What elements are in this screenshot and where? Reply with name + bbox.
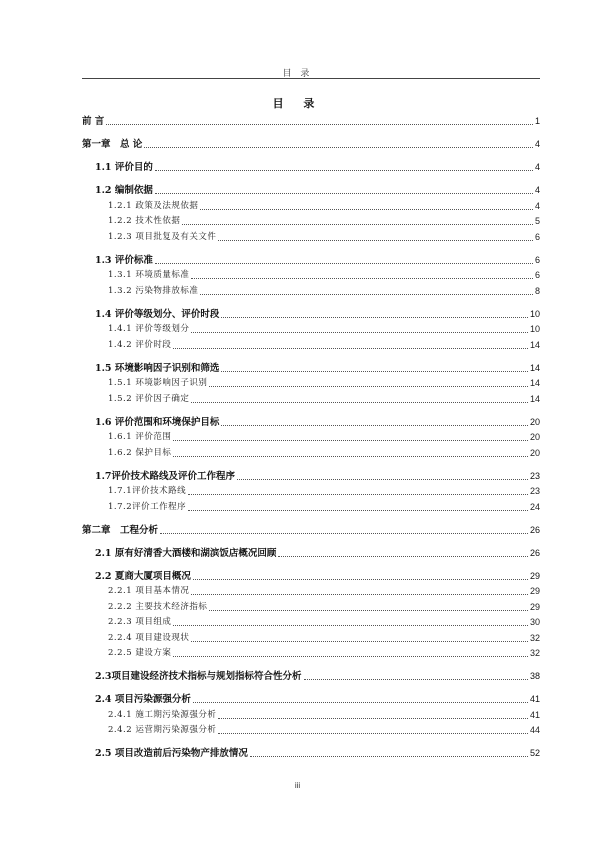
- toc-entry-page: 44: [529, 725, 540, 735]
- toc-entry-label: 1.6.1 评价范围: [108, 432, 172, 442]
- toc-entry-label: 1.2 编制依据: [95, 185, 153, 196]
- dot-leader: [218, 718, 528, 719]
- toc-entry[interactable]: [82, 617, 540, 628]
- toc-entry[interactable]: [82, 286, 540, 297]
- toc-entry[interactable]: [82, 378, 540, 389]
- toc-entry-label: 1.6.2 保护目标: [108, 447, 172, 458]
- dot-leader: [191, 594, 528, 595]
- toc-entry[interactable]: [82, 255, 540, 266]
- toc-entry-label: 1.3.2 污染物排放标准: [108, 285, 199, 296]
- toc-entry[interactable]: [82, 324, 540, 335]
- dot-leader: [218, 240, 533, 241]
- toc-entry-page: 1: [534, 116, 540, 126]
- dot-leader: [155, 263, 533, 264]
- toc-entry[interactable]: [82, 309, 540, 320]
- dot-leader: [250, 756, 528, 757]
- toc-entry-label: 1.3 评价标准: [95, 254, 153, 266]
- toc-entry-label: 2.4.1 施工期污染源强分析: [108, 709, 217, 720]
- toc-entry[interactable]: [82, 486, 540, 497]
- toc-entry-label: 1.7.1评价技术路线: [108, 486, 187, 496]
- toc-entry-label: 2.3项目建设经济技术指标与规划指标符合性分析: [95, 671, 302, 682]
- toc-entry-label: 2.2.2 主要技术经济指标: [108, 601, 208, 612]
- toc-entry-label: 1.4.2 评价时段: [108, 339, 172, 350]
- toc-entry-page: 14: [529, 339, 540, 350]
- toc-entry-page: 32: [529, 648, 540, 658]
- dot-leader: [237, 479, 528, 480]
- dot-leader: [278, 556, 528, 557]
- dot-leader: [209, 610, 528, 611]
- dot-leader: [191, 332, 528, 333]
- dot-leader: [200, 209, 533, 210]
- toc-entry[interactable]: [82, 394, 540, 405]
- dot-leader: [155, 193, 533, 194]
- toc-entry[interactable]: [82, 162, 540, 173]
- toc-entry-label: 1.6 评价范围和环境保护目标: [95, 416, 220, 428]
- toc-entry-label: 1.4.1 评价等级划分: [108, 324, 190, 334]
- running-header: 目 录: [282, 69, 313, 79]
- dot-leader: [144, 147, 533, 148]
- toc-entry-page: 4: [534, 162, 540, 172]
- dot-leader: [209, 386, 528, 387]
- toc-entry[interactable]: [82, 185, 540, 196]
- toc-entry-label: 1.2.2 技术性依据: [108, 216, 181, 226]
- toc-entry-label: 1.7评价技术路线及评价工作程序: [95, 470, 236, 482]
- toc-entry-label: 前 言: [82, 116, 105, 127]
- dot-leader: [193, 702, 528, 703]
- toc-entry-label: 2.2.5 建设方案: [108, 648, 172, 658]
- toc-entry-page: 20: [529, 432, 540, 442]
- toc-entry[interactable]: [82, 525, 540, 536]
- toc-entry[interactable]: [82, 602, 540, 613]
- toc-entry-page: 32: [529, 632, 540, 643]
- toc-entry-page: 6: [534, 254, 540, 265]
- dot-leader: [221, 425, 528, 426]
- toc-entry-label: 1.2.3 项目批复及有关文件: [108, 231, 217, 242]
- toc-entry[interactable]: [82, 571, 540, 582]
- toc-entry[interactable]: [82, 216, 540, 227]
- toc-entry-page: 14: [529, 378, 540, 388]
- toc-entry-page: 4: [534, 185, 540, 195]
- toc-entry[interactable]: [82, 417, 540, 428]
- toc-entry-page: 14: [529, 393, 540, 404]
- dot-leader: [173, 625, 528, 626]
- toc-entry[interactable]: [82, 725, 540, 736]
- toc-entry-page: 23: [529, 470, 540, 481]
- toc-entry[interactable]: [82, 471, 540, 482]
- toc-entry[interactable]: [82, 586, 540, 597]
- toc-entry-page: 38: [529, 671, 540, 681]
- toc-entry[interactable]: [82, 448, 540, 459]
- toc-entry[interactable]: [82, 201, 540, 212]
- toc-entry[interactable]: [82, 270, 540, 281]
- toc-entry-page: 10: [529, 308, 540, 319]
- toc-entry-page: 4: [534, 200, 540, 211]
- toc-entry-label: 第一章 总 论: [82, 139, 143, 150]
- toc-entry[interactable]: [82, 748, 540, 759]
- dot-leader: [106, 124, 533, 125]
- toc-entry-label: 2.1 原有好清香大酒楼和湖滨饭店概况回顾: [95, 547, 277, 559]
- dot-leader: [173, 440, 528, 441]
- toc-title: 目 录: [272, 97, 323, 110]
- toc-entry-page: 20: [529, 447, 540, 458]
- toc-entry-label: 2.4 项目污染源强分析: [95, 694, 191, 705]
- toc-entry-page: 4: [534, 139, 540, 149]
- toc-entry[interactable]: [82, 671, 540, 682]
- toc-entry-label: 1.1 评价目的: [95, 162, 153, 173]
- header-rule: [82, 78, 540, 79]
- toc-entry-label: 1.7.2评价工作程序: [108, 501, 187, 512]
- dot-leader: [221, 317, 528, 318]
- toc-entry-page: 14: [529, 362, 540, 373]
- dot-leader: [173, 656, 528, 657]
- page-number: iii: [294, 781, 301, 790]
- toc-entry[interactable]: [82, 648, 540, 659]
- toc-entry-label: 1.3.1 环境质量标准: [108, 270, 190, 280]
- dot-leader: [191, 278, 533, 279]
- toc-entry-label: 2.2.3 项目组成: [108, 617, 172, 627]
- toc-entry[interactable]: [82, 548, 540, 559]
- dot-leader: [182, 224, 533, 225]
- toc-entry-page: 30: [529, 617, 540, 627]
- dot-leader: [188, 510, 528, 511]
- toc-entry-page: 6: [534, 270, 540, 280]
- toc-entry[interactable]: [82, 502, 540, 513]
- table-of-contents: [82, 116, 540, 759]
- toc-entry-page: 5: [534, 216, 540, 226]
- toc-entry[interactable]: [82, 363, 540, 374]
- toc-entry-page: 8: [534, 285, 540, 296]
- dot-leader: [188, 494, 528, 495]
- toc-entry-page: 52: [529, 748, 540, 758]
- toc-entry[interactable]: [82, 340, 540, 351]
- toc-entry[interactable]: [82, 694, 540, 705]
- toc-entry[interactable]: [82, 710, 540, 721]
- toc-entry-page: 26: [529, 524, 540, 535]
- toc-entry[interactable]: [82, 432, 540, 443]
- dot-leader: [304, 679, 528, 680]
- toc-entry-label: 2.2.4 项目建设现状: [108, 632, 190, 643]
- toc-entry[interactable]: [82, 633, 540, 644]
- dot-leader: [191, 641, 528, 642]
- toc-entry[interactable]: [82, 116, 540, 127]
- toc-entry-label: 2.2 夏商大厦项目概况: [95, 570, 191, 582]
- toc-entry-page: 6: [534, 231, 540, 242]
- toc-entry-label: 2.5 项目改造前后污染物产排放情况: [95, 748, 248, 759]
- toc-entry-page: 26: [529, 547, 540, 558]
- toc-entry-label: 1.5.1 环境影响因子识别: [108, 378, 208, 388]
- dot-leader: [191, 402, 528, 403]
- toc-entry-page: 29: [529, 601, 540, 612]
- toc-entry[interactable]: [82, 139, 540, 150]
- toc-entry-page: 23: [529, 486, 540, 496]
- dot-leader: [193, 579, 528, 580]
- toc-entry-label: 第二章 工程分析: [82, 524, 159, 536]
- toc-entry-label: 1.2.1 政策及法规依据: [108, 200, 199, 211]
- toc-entry-page: 29: [529, 570, 540, 581]
- dot-leader: [173, 456, 528, 457]
- toc-entry-page: 10: [529, 324, 540, 334]
- toc-entry-label: 1.4 评价等级划分、评价时段: [95, 308, 220, 320]
- dot-leader: [173, 348, 528, 349]
- toc-entry-page: 24: [529, 501, 540, 512]
- dot-leader: [200, 294, 533, 295]
- toc-entry-label: 2.4.2 运营期污染源强分析: [108, 725, 217, 735]
- toc-entry[interactable]: [82, 232, 540, 243]
- toc-entry-label: 1.5.2 评价因子确定: [108, 393, 190, 404]
- dot-leader: [221, 371, 528, 372]
- dot-leader: [155, 170, 533, 171]
- toc-entry-label: 1.5 环境影响因子识别和筛选: [95, 362, 220, 374]
- toc-entry-page: 20: [529, 416, 540, 427]
- toc-entry-page: 41: [529, 694, 540, 704]
- toc-entry-label: 2.2.1 项目基本情况: [108, 586, 190, 596]
- toc-entry-page: 29: [529, 586, 540, 596]
- dot-leader: [218, 733, 528, 734]
- dot-leader: [160, 533, 528, 534]
- toc-entry-page: 41: [529, 709, 540, 720]
